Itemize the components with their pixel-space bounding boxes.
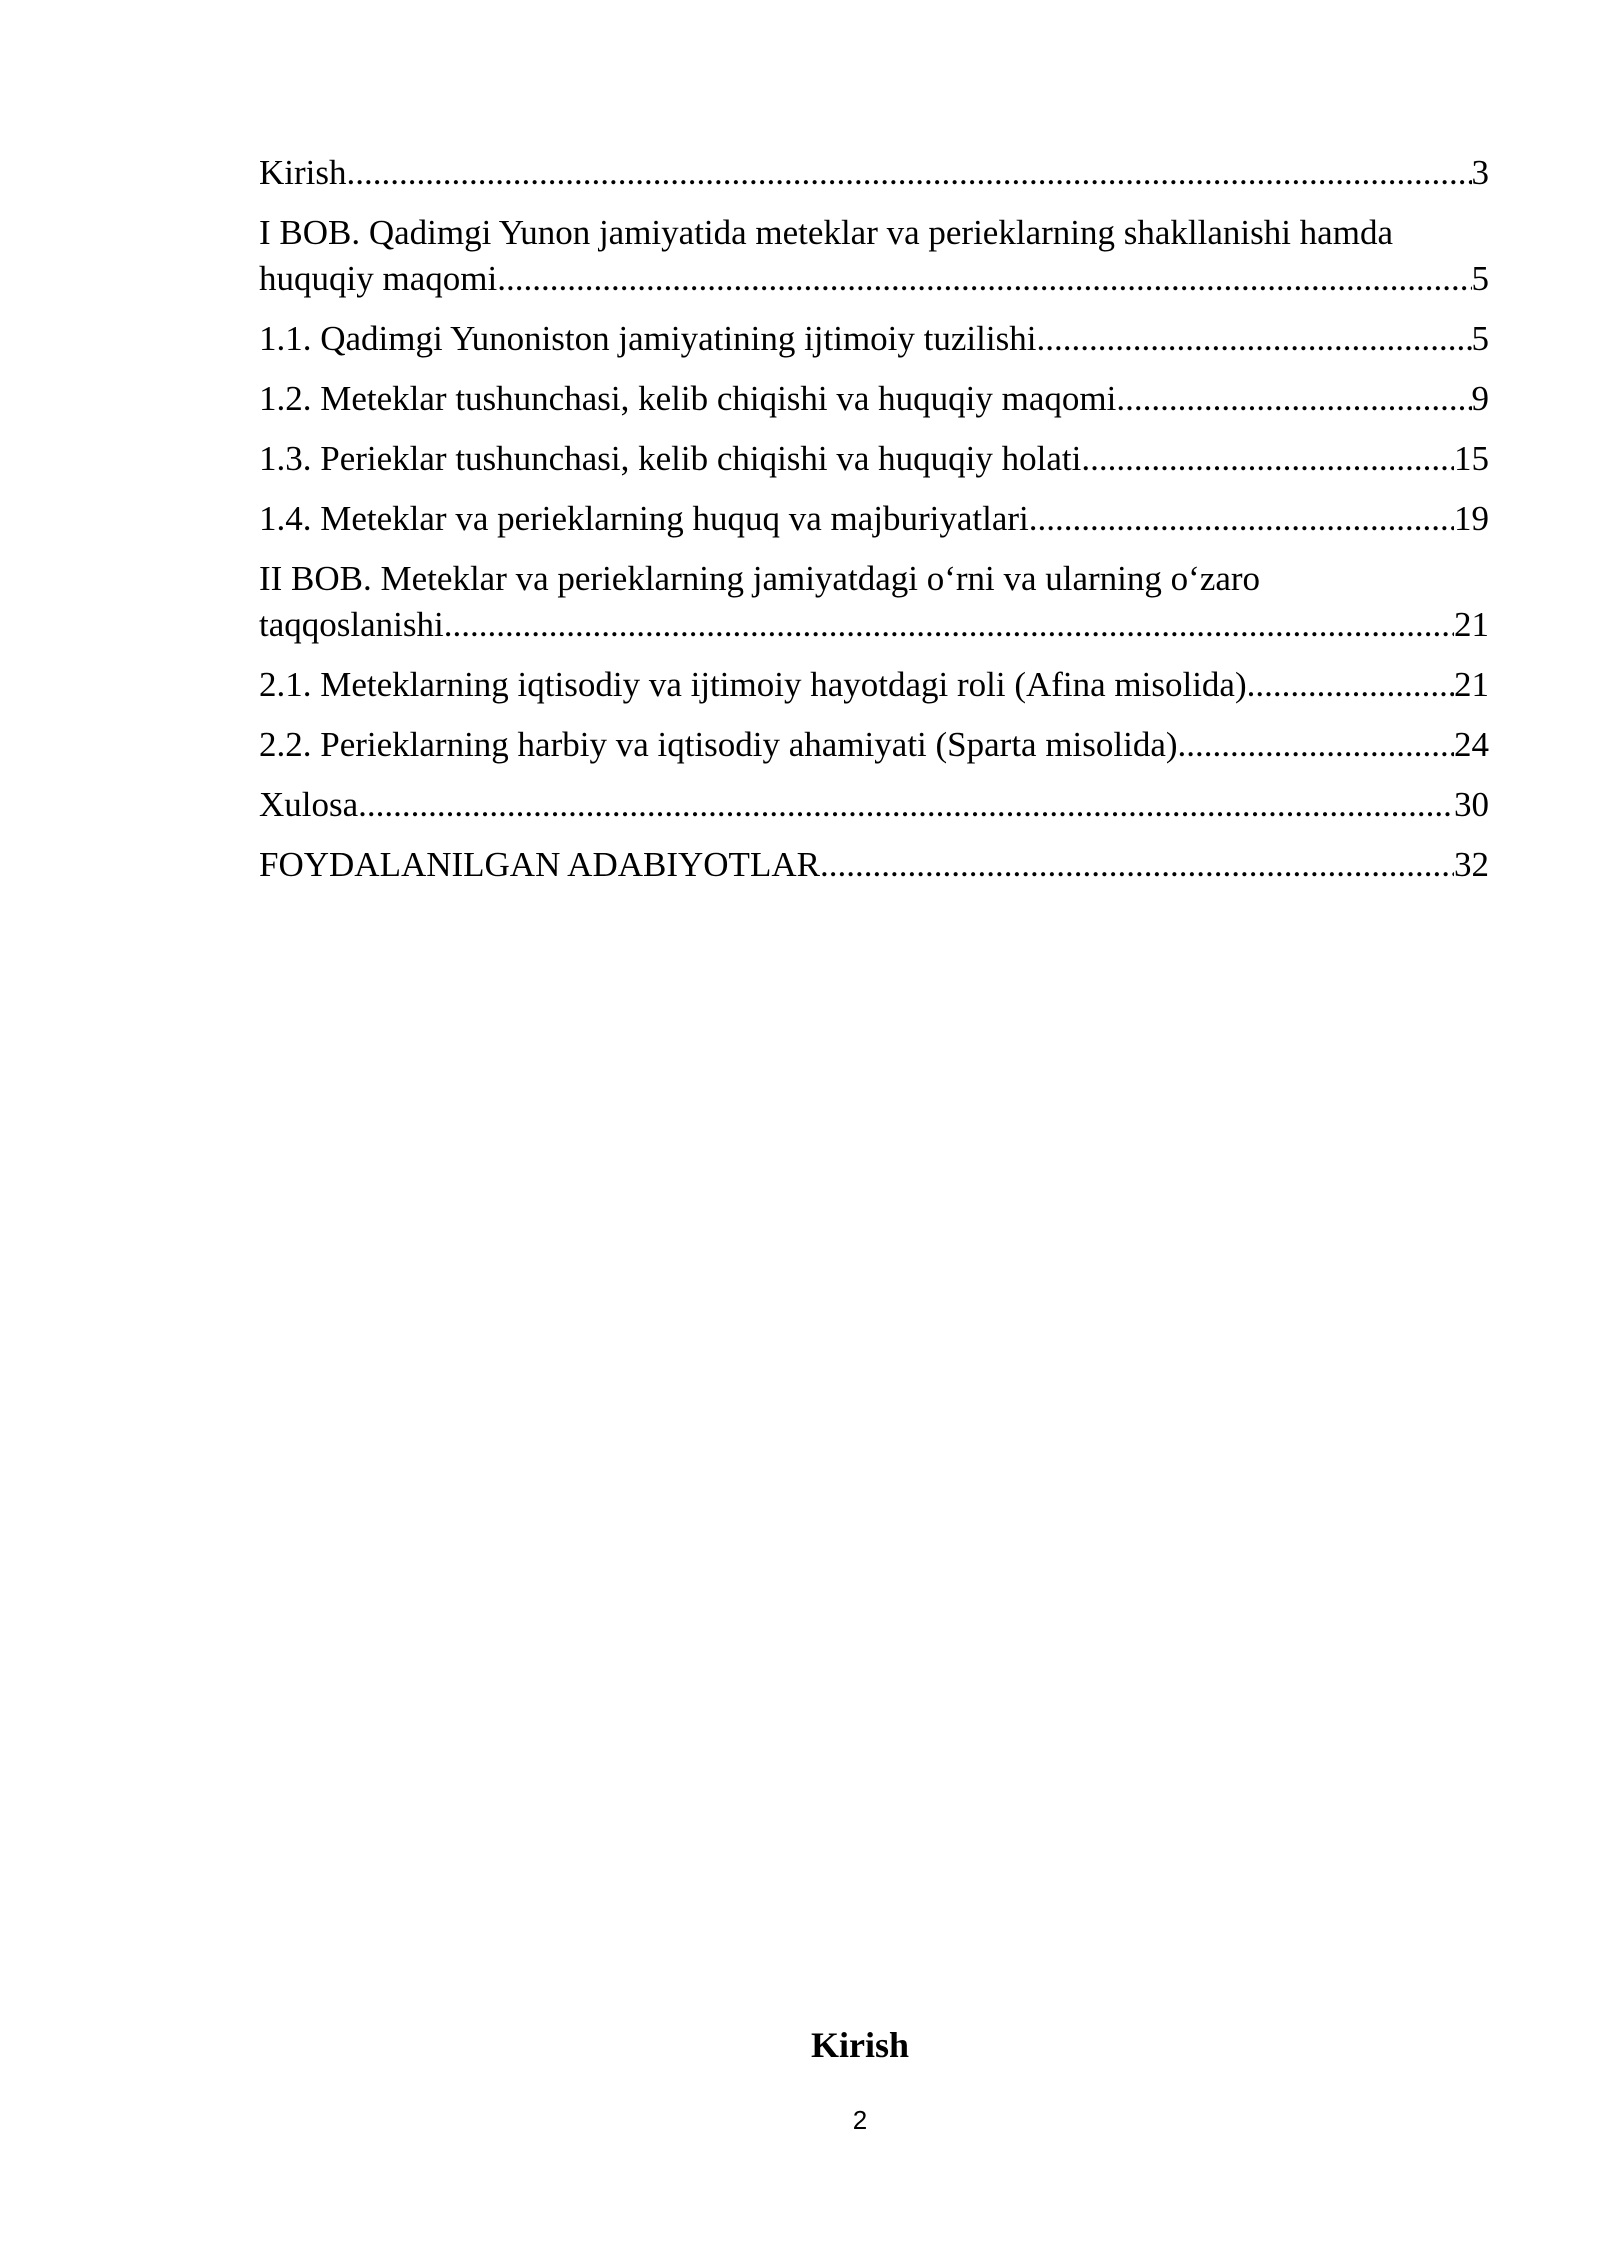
section-heading: Kirish xyxy=(810,2025,909,2065)
toc-entry-title: 2.2. Perieklarning harbiy va iqtisodiy ahamiyati (Sparta misolida) xyxy=(259,725,1178,764)
toc-entry-title: FOYDALANILGAN ADABIYOTLAR xyxy=(259,845,820,884)
toc-entry-title: 1.2. Meteklar tushunchasi, kelib chiqishi va huquqiy maqomi xyxy=(259,379,1117,418)
toc-entry-page: 15 xyxy=(1454,439,1489,478)
toc-entry-2-2[interactable] xyxy=(259,722,1489,768)
toc-entry-page: 21 xyxy=(1454,665,1489,704)
toc-entry-1-3[interactable] xyxy=(259,436,1489,482)
toc-entry-kirish[interactable] xyxy=(259,150,1489,196)
toc-entry-title-line1: II BOB. Meteklar va perieklarning jamiyatdagi o‘rni va ularning o‘zaro xyxy=(259,559,1261,598)
toc-entry-title: Kirish xyxy=(259,153,347,192)
toc-dot-leader xyxy=(820,842,1454,888)
toc-entry-title-line2: huquqiy maqomi xyxy=(259,259,498,298)
toc-entry-1-2[interactable] xyxy=(259,376,1489,422)
toc-entry-page: 19 xyxy=(1454,499,1489,538)
toc-dot-leader xyxy=(1178,722,1454,768)
toc-entry-chapter-2[interactable] xyxy=(259,556,1489,648)
toc-entry-title: Xulosa xyxy=(259,785,359,824)
table-of-contents xyxy=(259,150,1489,902)
toc-entry-page: 21 xyxy=(1454,605,1489,644)
toc-dot-leader xyxy=(444,602,1454,648)
toc-dot-leader xyxy=(1247,662,1454,708)
toc-entry-1-4[interactable] xyxy=(259,496,1489,542)
toc-entry-page: 32 xyxy=(1454,845,1489,884)
toc-entry-1-1[interactable] xyxy=(259,316,1489,362)
toc-entry-title: 1.3. Perieklar tushunchasi, kelib chiqishi va huquqiy holati xyxy=(259,439,1082,478)
toc-dot-leader xyxy=(1116,376,1471,422)
toc-entry-title: 1.4. Meteklar va perieklarning huquq va majburiyatlari xyxy=(259,499,1029,538)
toc-dot-leader xyxy=(497,256,1471,302)
toc-entry-page: 9 xyxy=(1471,379,1489,418)
toc-entry-page: 5 xyxy=(1471,319,1489,358)
toc-entry-chapter-1[interactable] xyxy=(259,210,1489,302)
toc-entry-references[interactable] xyxy=(259,842,1489,888)
toc-dot-leader xyxy=(358,782,1454,828)
toc-entry-page: 24 xyxy=(1454,725,1489,764)
toc-dot-leader xyxy=(347,150,1472,196)
toc-entry-title-line1: I BOB. Qadimgi Yunon jamiyatida meteklar va perieklarning shakllanishi hamda xyxy=(259,213,1393,252)
toc-dot-leader xyxy=(1029,496,1454,542)
page-number: 2 xyxy=(852,2105,868,2135)
toc-entry-2-1[interactable] xyxy=(259,662,1489,708)
toc-entry-xulosa[interactable] xyxy=(259,782,1489,828)
toc-entry-title: 1.1. Qadimgi Yunoniston jamiyatining ijtimoiy tuzilishi xyxy=(259,319,1037,358)
toc-entry-page: 3 xyxy=(1471,153,1489,192)
toc-entry-title: 2.1. Meteklarning iqtisodiy va ijtimoiy hayotdagi roli (Afina misolida) xyxy=(259,665,1247,704)
toc-entry-title-line2: taqqoslanishi xyxy=(259,605,444,644)
toc-dot-leader xyxy=(1081,436,1454,482)
toc-entry-page: 30 xyxy=(1454,785,1489,824)
toc-entry-page: 5 xyxy=(1471,259,1489,298)
toc-dot-leader xyxy=(1036,316,1471,362)
